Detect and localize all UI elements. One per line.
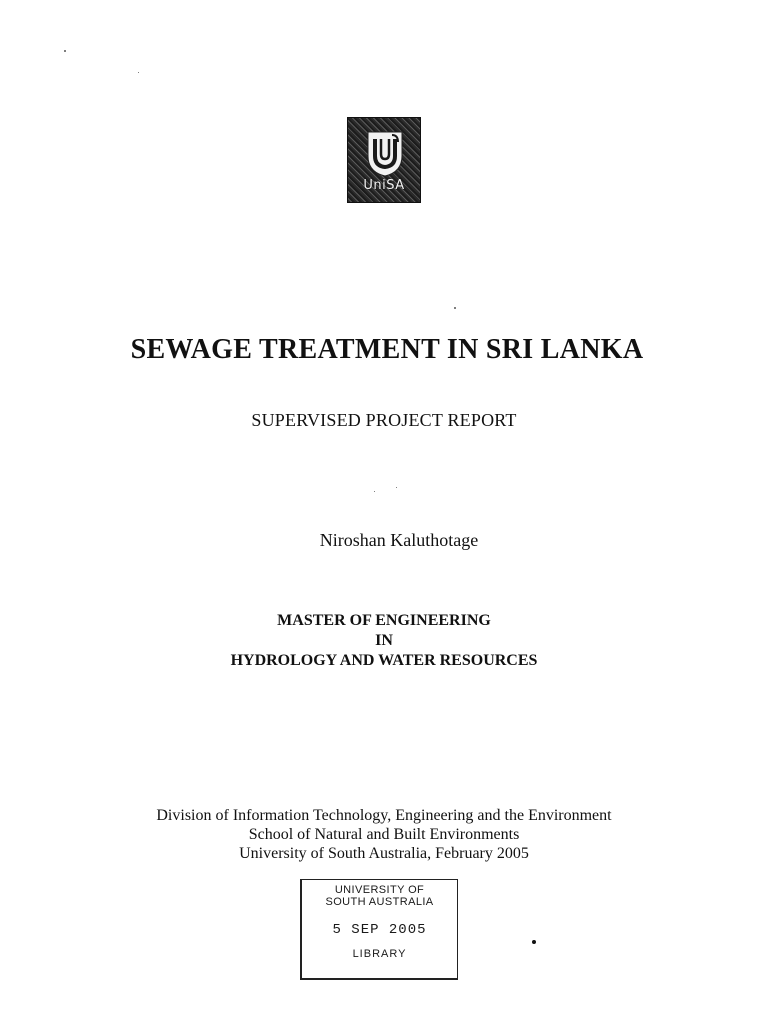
stamp-date: 5 SEP 2005 [332,922,427,938]
degree-line-2: IN [375,632,393,649]
institution-division: Division of Information Technology, Engineering and the Environment [156,807,612,824]
library-stamp [300,879,458,980]
degree-line-3: HYDROLOGY AND WATER RESOURCES [230,652,538,669]
institution-block [0,806,768,863]
document-subtitle: SUPERVISED PROJECT REPORT [251,410,517,430]
scan-speck [454,307,456,309]
scan-speck [374,491,375,492]
degree-line-1: MASTER OF ENGINEERING [277,612,491,629]
scan-speck [64,50,66,52]
stamp-line-2: SOUTH AUSTRALIA [325,896,434,908]
author-name: Niroshan Kaluthotage [319,530,479,550]
stamp-library: LIBRARY [352,948,407,960]
institution-university-date: University of South Australia, February 2005 [239,845,529,862]
document-title: SEWAGE TREATMENT IN SRI LANKA [130,334,644,365]
logo-wordmark: UniSA [363,178,405,193]
stamp-line-1: UNIVERSITY OF [334,884,425,896]
institution-school: School of Natural and Built Environments [248,826,520,843]
degree-block [0,611,768,671]
scan-speck [138,72,139,73]
ink-dot [532,940,536,944]
university-logo [347,117,421,203]
scan-speck [396,487,397,488]
